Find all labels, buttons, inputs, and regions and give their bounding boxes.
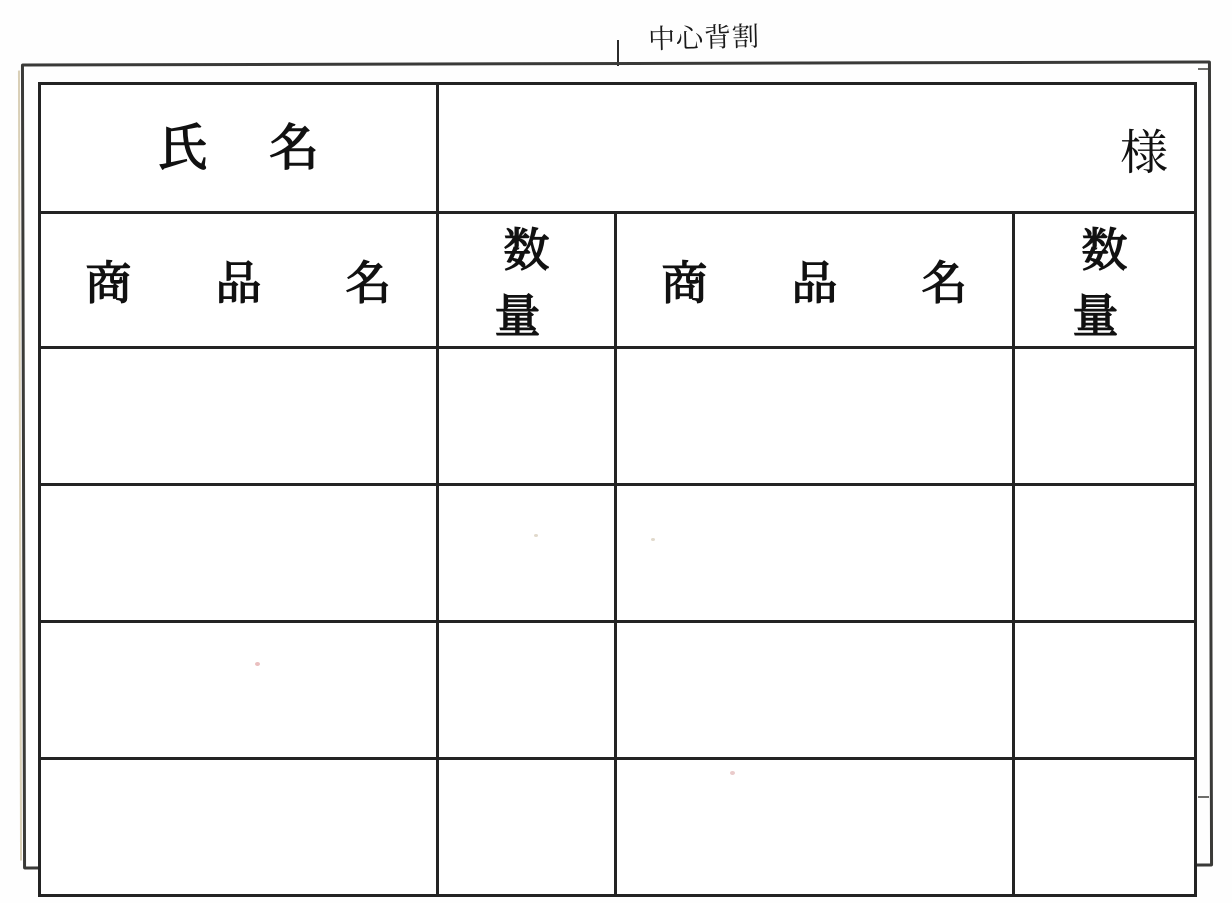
- header-quantity-1-text: 数 量: [494, 223, 568, 343]
- cell-quantity-2[interactable]: [1014, 759, 1196, 896]
- cell-item-name-1[interactable]: [40, 759, 438, 896]
- scan-speck: [651, 538, 655, 541]
- table-row: [40, 348, 1196, 485]
- scan-speck: [534, 534, 538, 537]
- cell-item-name-2[interactable]: [616, 622, 1014, 759]
- honorific-suffix: 様: [1119, 124, 1168, 181]
- header-item-name-2-text: 商 品 名: [661, 256, 1002, 310]
- cell-quantity-1[interactable]: [438, 485, 616, 622]
- scan-speck: [255, 662, 260, 666]
- cell-item-name-2[interactable]: [616, 485, 1014, 622]
- header-item-name-1: [40, 213, 438, 348]
- cell-quantity-1[interactable]: [438, 759, 616, 896]
- cell-quantity-1[interactable]: [438, 622, 616, 759]
- cell-quantity-1[interactable]: [438, 348, 616, 485]
- cell-item-name-2[interactable]: [616, 348, 1014, 485]
- name-label-text: 氏 名: [157, 119, 342, 177]
- header-row: [40, 213, 1196, 348]
- cell-quantity-2[interactable]: [1014, 348, 1196, 485]
- name-label-cell: [40, 84, 438, 213]
- table-row: [40, 759, 1196, 896]
- header-item-name-1-text: 商 品 名: [85, 256, 426, 310]
- table-row: [40, 622, 1196, 759]
- header-item-name-2: [616, 213, 1014, 348]
- header-quantity-2: [1014, 213, 1196, 348]
- header-quantity-1: [438, 213, 616, 348]
- scan-speck: [730, 771, 735, 775]
- name-value-cell[interactable]: [438, 84, 1196, 213]
- cell-quantity-2[interactable]: [1014, 622, 1196, 759]
- header-quantity-2-text: 数 量: [1072, 223, 1146, 343]
- table-row: [40, 485, 1196, 622]
- handwritten-annotation: 中心背割: [647, 21, 761, 56]
- cell-item-name-1[interactable]: [40, 485, 438, 622]
- cell-item-name-2[interactable]: [616, 759, 1014, 896]
- cell-item-name-1[interactable]: [40, 348, 438, 485]
- order-form-table-wrapper: [38, 82, 1194, 844]
- cell-item-name-1[interactable]: [40, 622, 438, 759]
- cell-quantity-2[interactable]: [1014, 485, 1196, 622]
- order-form-table: [38, 82, 1197, 897]
- name-row: [40, 84, 1196, 213]
